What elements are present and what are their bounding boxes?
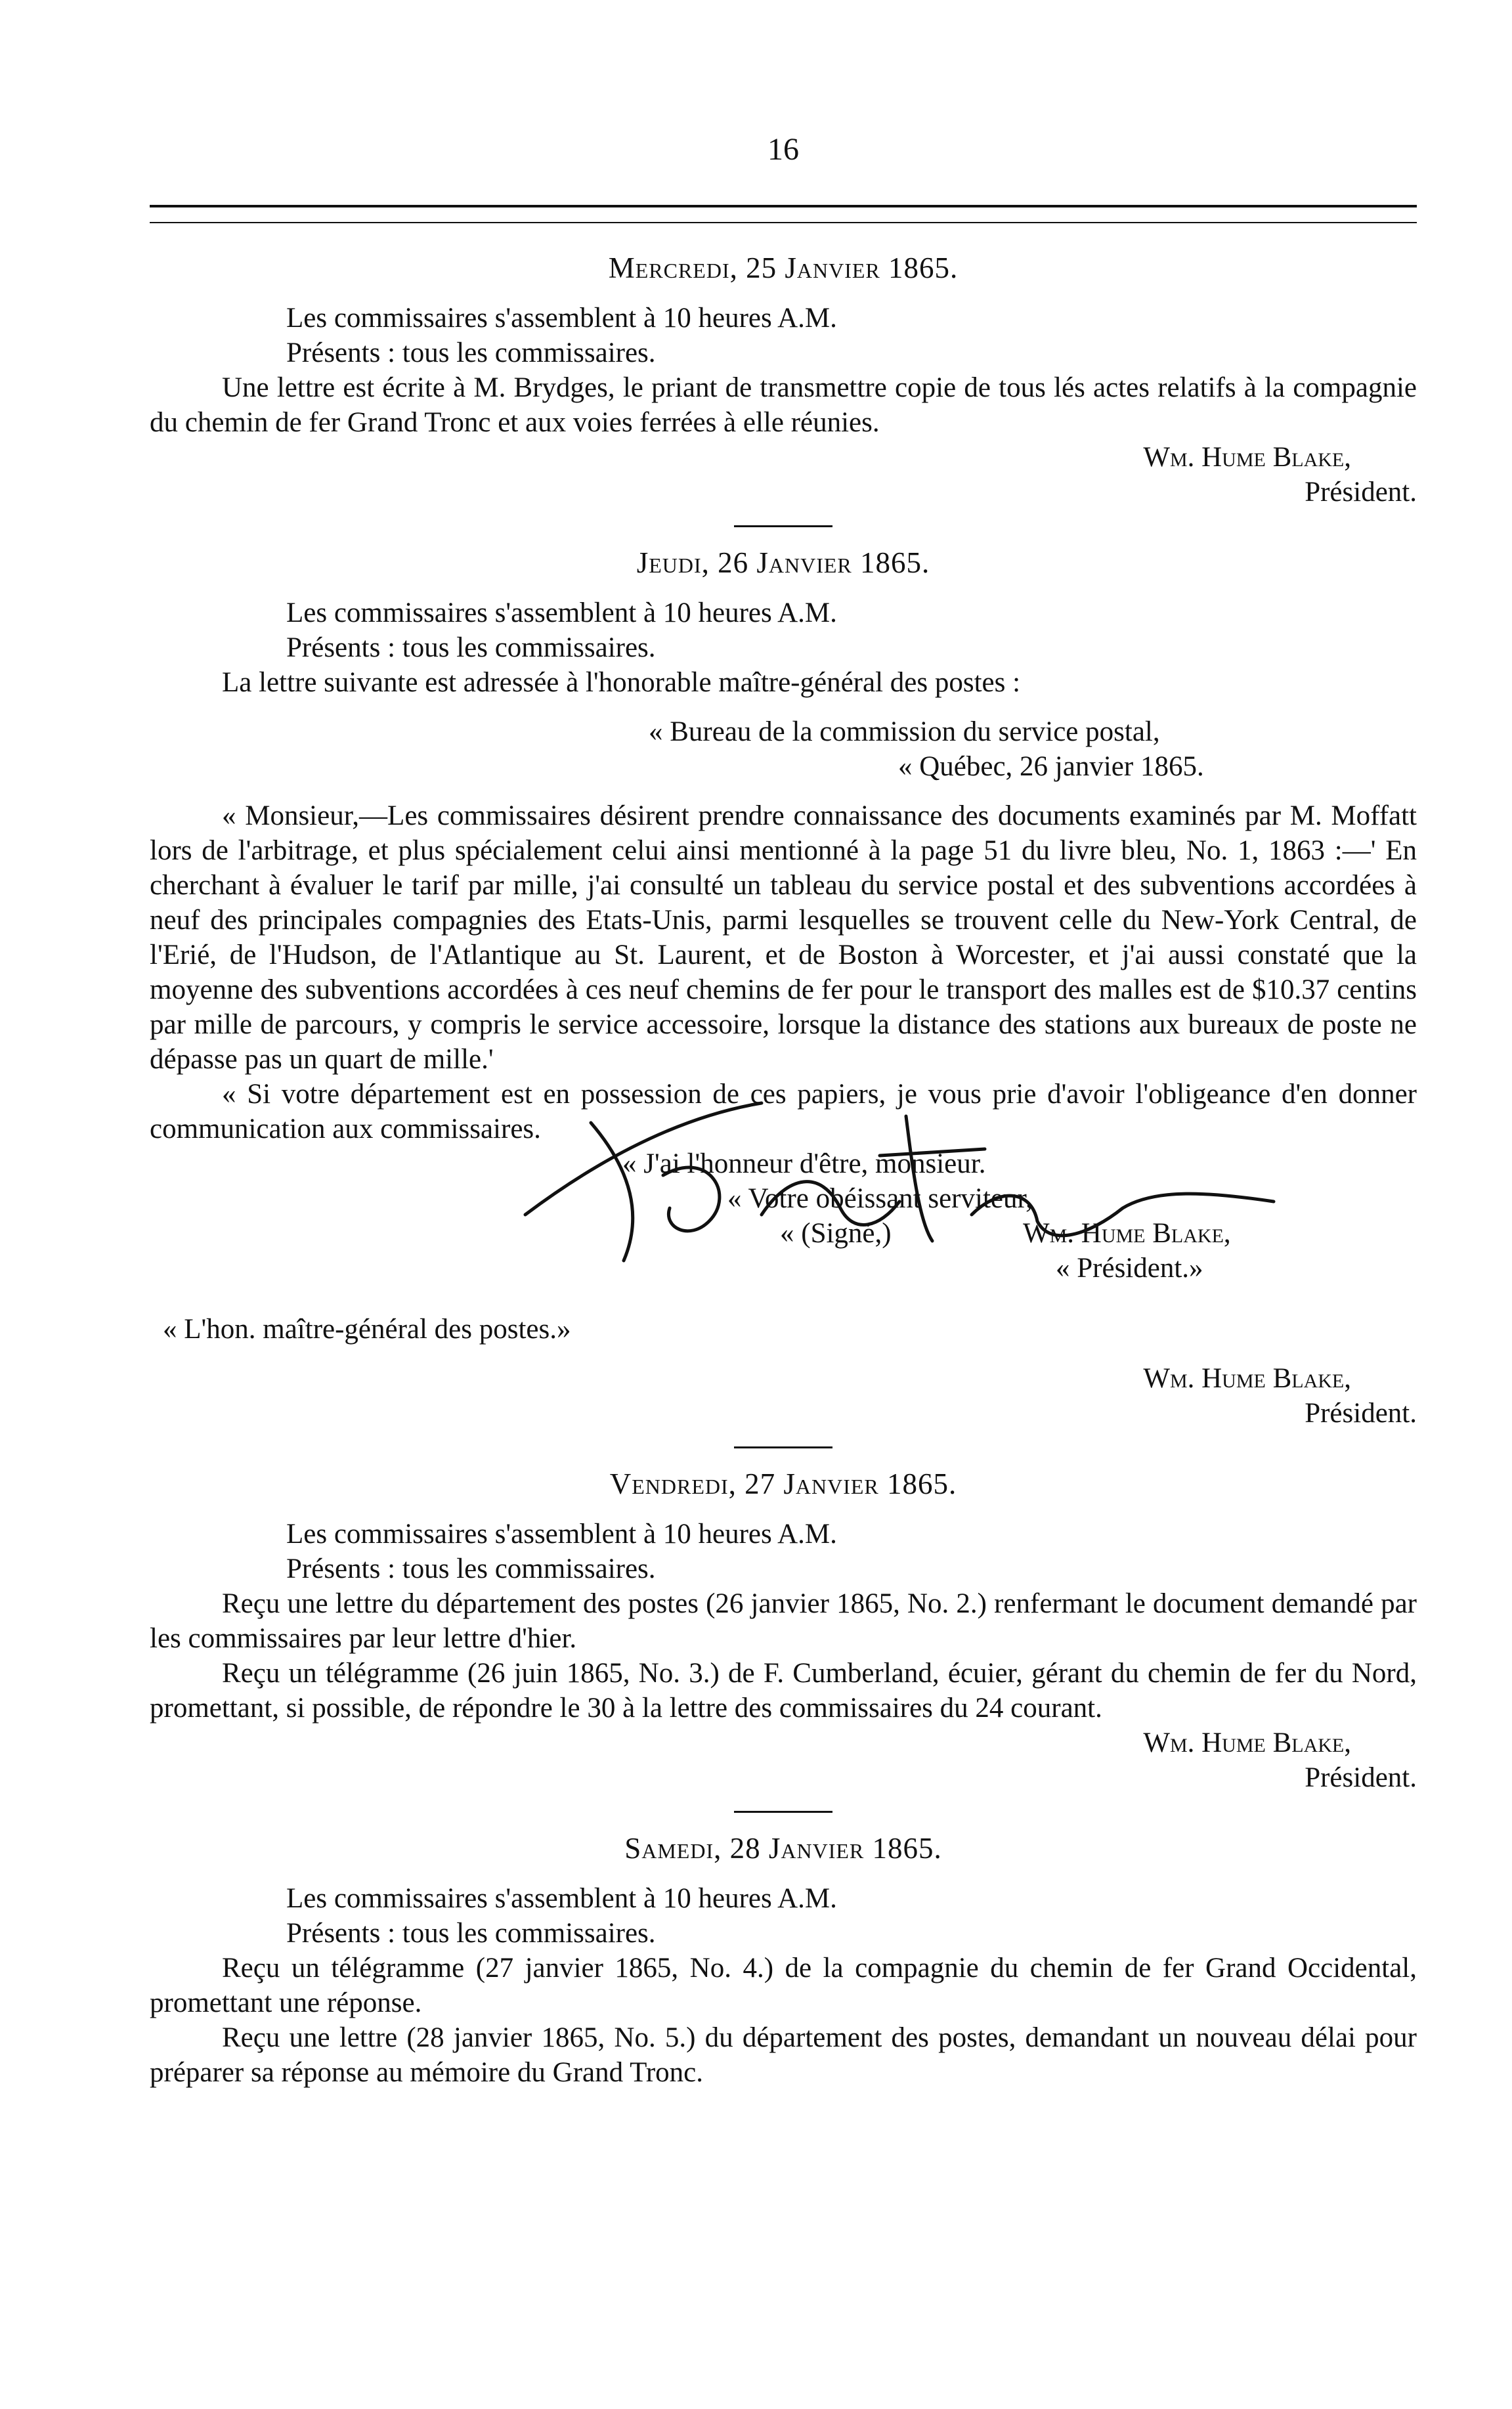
header-rule-thick [150, 205, 1417, 207]
entry-saturday [150, 1830, 1417, 2090]
section-divider [734, 1446, 832, 1448]
document-sheet [150, 0, 1417, 2090]
signature-title: Président. [1305, 1398, 1417, 1429]
entry-thursday [150, 544, 1417, 1431]
entry-body: Une lettre est écrite à M. Brydges, le priant de transmettre copie de tous lés actes relatifs à la compagnie du chemin de fer Grand Tronc et aux voies ferrées à elle réunies. [150, 372, 1417, 438]
present-line: Présents : tous les commissaires. [286, 1553, 656, 1584]
addressee-line: « L'hon. maître-général des postes.» [163, 1314, 571, 1345]
entry-body-telegram: Reçu un télégramme (26 juin 1865, No. 3.) de F. Cumberland, écuier, gérant du chemin de fer du Nord, promettant, si possible, de répondre le 30 à la lettre des commissaires du 24 courant. [150, 1658, 1417, 1724]
entry-date: Vendredi, 27 Janvier 1865. [609, 1467, 957, 1500]
assembly-line: Les commissaires s'assemblent à 10 heures A.M. [286, 1883, 837, 1914]
letter-body: « Monsieur,—Les commissaires désirent prendre connaissance des documents examinés par M. Moffatt lors de l'arbitrage, et plus spécialement celui ainsi mentionné à la page 51 du livre bleu, No. 1, 1863 :—' En cherchant à évaluer le tarif par mille, j'ai consulté un tableau du service postal et des subventions accordées à neuf des principales compagnies des Etats-Unis, parmi lesquelles se trouvent celle du New-York Central, de l'Erié, de l'Hudson, de l'Atlantique au St. Laurent, et de Boston à Worcester, et j'ai aussi constaté que la moyenne des subventions accordées à ces neuf chemins de fer pour le transport des malles est de $10.37 centins par mille de parcours, y compris le service accessoire, lorsque la distance des stations aux bureaux de poste ne dépasse pas un quart de mille.' [150, 800, 1417, 1075]
signature-name: Wm. Hume Blake, [1143, 442, 1351, 473]
signed-row [150, 1216, 1417, 1251]
section-divider [734, 525, 832, 527]
signed-name: Wm. Hume Blake, [1023, 1218, 1231, 1249]
entry-date: Samedi, 28 Janvier 1865. [624, 1832, 942, 1865]
page-number: 16 [767, 132, 799, 167]
entry-body-telegram: Reçu un télégramme (27 janvier 1865, No. 4.) de la compagnie du chemin de fer Grand Occidental, promettant une réponse. [150, 1953, 1417, 2018]
letter-closing: « J'ai l'honneur d'être, monsieur. [622, 1148, 986, 1179]
letter-closing-servant: « Votre obéissant serviteur, [727, 1183, 1033, 1214]
entry-date: Jeudi, 26 Janvier 1865. [636, 546, 930, 579]
signature-name: Wm. Hume Blake, [1143, 1363, 1351, 1394]
section-divider [734, 1811, 832, 1813]
assembly-line: Les commissaires s'assemblent à 10 heures A.M. [286, 1519, 837, 1550]
entry-wednesday [150, 250, 1417, 510]
signed-title: « Président.» [1056, 1253, 1203, 1284]
signature-title: Président. [1305, 477, 1417, 508]
assembly-line: Les commissaires s'assemblent à 10 heures A.M. [286, 597, 837, 628]
signature-title: Président. [1305, 1762, 1417, 1793]
entry-body-letter: Reçu une lettre du département des postes (26 janvier 1865, No. 2.) renfermant le document demandé par les commissaires par leur lettre d'hier. [150, 1588, 1417, 1654]
assembly-line: Les commissaires s'assemblent à 10 heures A.M. [286, 303, 837, 334]
letter-date-line: « Québec, 26 janvier 1865. [898, 751, 1204, 782]
entry-date: Mercredi, 25 Janvier 1865. [608, 251, 959, 284]
present-line: Présents : tous les commissaires. [286, 1918, 656, 1949]
signed-label: « (Signé,) [780, 1218, 892, 1249]
entry-body-letter: Reçu une lettre (28 janvier 1865, No. 5.) du département des postes, demandant un nouveau délai pour préparer sa réponse au mémoire du Grand Tronc. [150, 2022, 1417, 2088]
letter-body-request: « Si votre département est en possession de ces papiers, je vous prie d'avoir l'obligeance d'en donner communication aux commissaires. [150, 1079, 1417, 1144]
letter-header-line: « Bureau de la commission du service postal, [649, 716, 1160, 747]
present-line: Présents : tous les commissaires. [286, 632, 656, 663]
signature-name: Wm. Hume Blake, [1143, 1727, 1351, 1758]
entry-intro: La lettre suivante est adressée à l'honorable maître-général des postes : [222, 667, 1021, 698]
present-line: Présents : tous les commissaires. [286, 337, 656, 368]
entry-friday [150, 1465, 1417, 1795]
